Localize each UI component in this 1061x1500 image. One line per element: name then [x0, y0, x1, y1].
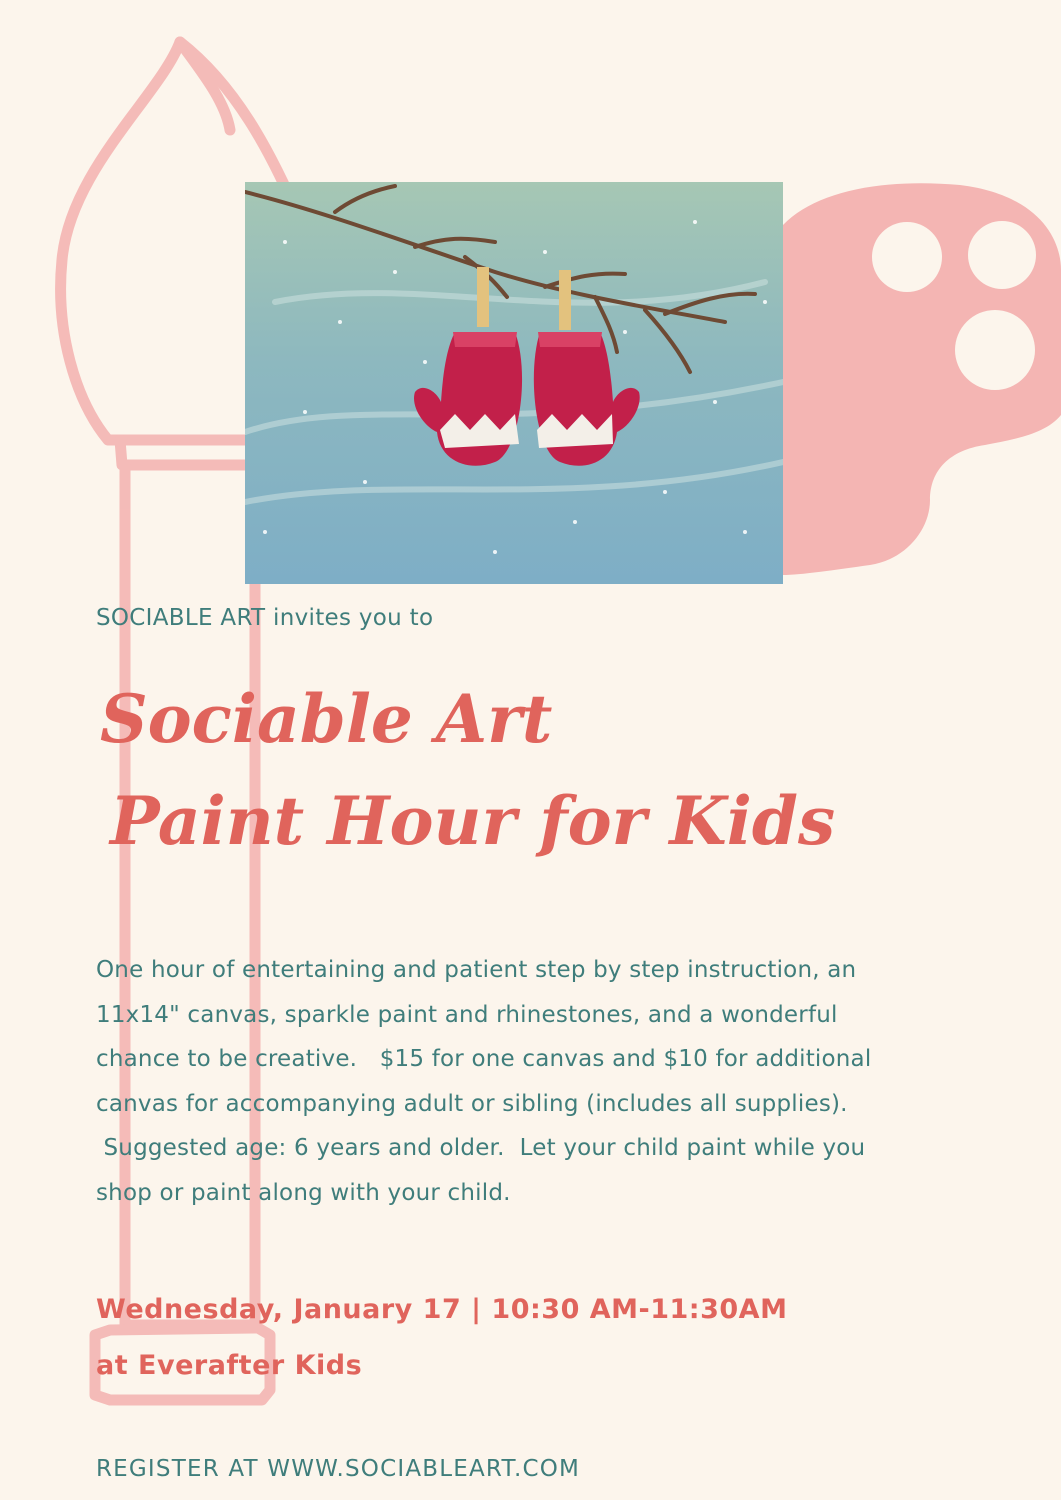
event-title — [100, 668, 835, 872]
event-description — [96, 948, 996, 1215]
description-line: 11x14" canvas, sparkle paint and rhinestones, and a wonderful — [96, 1001, 838, 1028]
event-details — [96, 1282, 787, 1394]
palette-icon — [783, 183, 1061, 575]
title-line-1: Sociable Art — [100, 680, 553, 758]
invite-brand: SOCIABLE ART — [96, 605, 266, 631]
title-line-2: Paint Hour for Kids — [110, 782, 836, 860]
description-line: chance to be creative. $15 for one canvas and $10 for additional — [96, 1046, 872, 1072]
register-link[interactable]: REGISTER AT WWW.SOCIABLEART.COM — [96, 1456, 581, 1482]
invite-line — [96, 605, 433, 631]
description-line: Suggested age: 6 years and older. Let your child paint while you — [96, 1135, 866, 1161]
event-location: at Everafter Kids — [96, 1350, 363, 1381]
description-line: shop or paint along with your child. — [96, 1179, 511, 1206]
invite-text: invites you to — [273, 605, 434, 631]
mittens-painting — [245, 182, 783, 584]
description-line: One hour of entertaining and patient step by step instruction, an — [96, 957, 857, 983]
description-line: canvas for accompanying adult or sibling (includes all supplies). — [96, 1090, 848, 1117]
event-datetime: Wednesday, January 17 | 10:30 AM-11:30AM — [96, 1294, 788, 1325]
